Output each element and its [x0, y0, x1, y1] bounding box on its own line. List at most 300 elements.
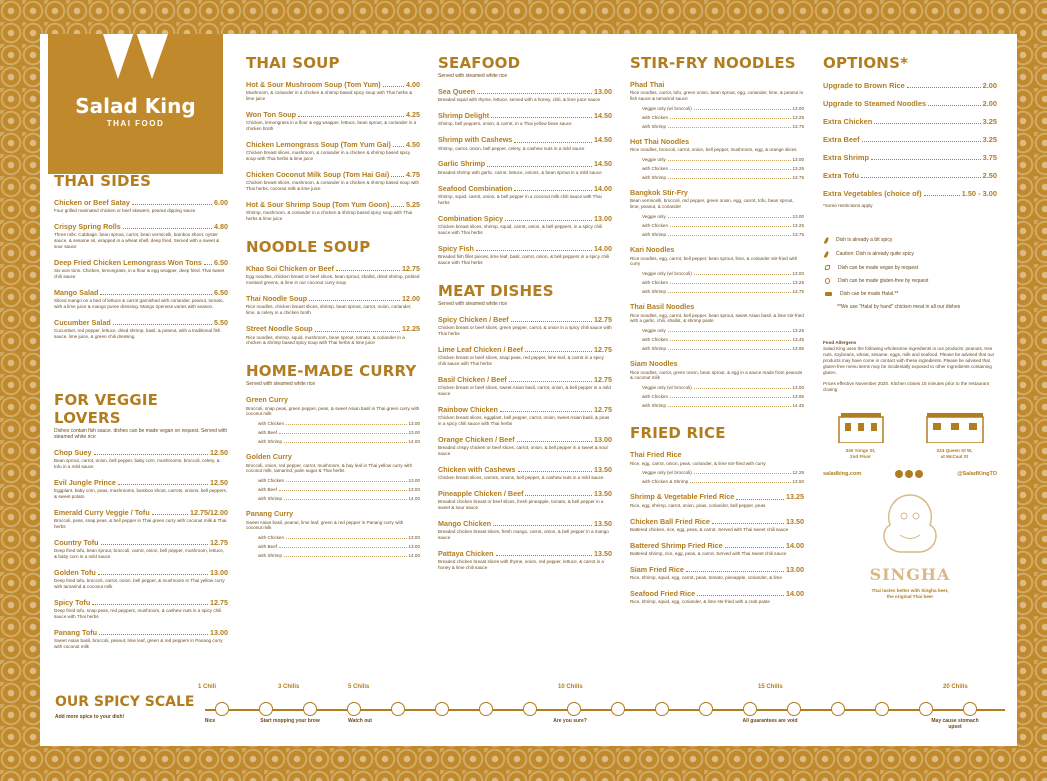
allergens-title: Food Allergens	[823, 339, 857, 345]
pepper-icon	[919, 702, 933, 716]
option-price: 2.00	[982, 81, 997, 90]
item-name: Hot Thai Noodles	[630, 137, 690, 147]
section-title: MEAT DISHES	[438, 281, 554, 300]
item-description: Bean sprout, carrot, onion, bell pepper, baby corn, mushrooms, broccoli, celery, & tofu in a mild sauce	[54, 458, 220, 470]
item-option[interactable]	[246, 487, 420, 492]
item-name: Shrimp with Cashews	[438, 135, 513, 145]
menu-item[interactable]	[438, 112, 612, 127]
menu-item[interactable]	[438, 160, 612, 175]
menu-item[interactable]	[246, 265, 420, 286]
allergens-text: Salad King uses the following wholesome ingredients in our products: peanuts, tree nuts, soybeans, wheat, sesame, eggs, milk and seafood. Please be advised that our products may have come in contact with these ingredients. Please be advised that gluten-free menu items may be incidentally exposed to other ingredients containing gluten.	[823, 345, 995, 375]
item-price: 4.25	[406, 110, 420, 120]
menu-item[interactable]	[630, 360, 804, 408]
item-option[interactable]	[246, 553, 420, 558]
option-label: with Shrimp	[258, 439, 282, 445]
item-option[interactable]	[630, 280, 804, 285]
option-name: Extra Tofu	[823, 171, 859, 180]
menu-item[interactable]	[630, 518, 804, 533]
menu-item[interactable]	[54, 599, 228, 620]
item-description: Chicken breast or beef slices, sweet Asian basil, carrot, onion, & bell pepper in a mild sauce	[438, 385, 611, 396]
pepper-icon	[787, 702, 801, 716]
item-option[interactable]	[630, 232, 804, 237]
item-description: Breaded chicken breast or beef slices, fresh pineapple, tomato, & bell pepper in a sweet & sour sauce	[438, 499, 604, 511]
item-name: Mango Chicken	[438, 519, 492, 529]
menu-item[interactable]	[438, 490, 612, 511]
option-label: with Chicken	[642, 280, 669, 286]
menu-item[interactable]	[246, 81, 420, 102]
menu-item[interactable]	[630, 81, 804, 129]
menu-item[interactable]	[246, 201, 420, 222]
option-row[interactable]	[823, 189, 997, 198]
section-title: FRIED RICE	[630, 424, 726, 443]
menu-item[interactable]	[630, 542, 804, 557]
item-description: Egg noodles, chicken breast or beef slices, bean sprout, shallot, dried shrimp, pickled mustard greens, & lime in our coconut curry soup	[246, 274, 420, 286]
halal-icon	[825, 292, 832, 296]
item-option[interactable]	[630, 346, 804, 351]
col-5	[823, 54, 997, 600]
item-price: 12.75	[594, 314, 612, 324]
legend-row	[823, 265, 997, 271]
item-option[interactable]	[630, 223, 804, 228]
item-option[interactable]	[630, 479, 804, 484]
option-name: Extra Shrimp	[823, 153, 870, 162]
option-row[interactable]	[823, 99, 997, 108]
menu-item[interactable]	[438, 436, 612, 457]
option-price: 13.00	[408, 430, 420, 436]
item-name: Deep Fried Chicken Lemongrass Won Tons	[54, 258, 202, 268]
option-label: with Chicken	[642, 337, 669, 343]
item-option[interactable]	[246, 478, 420, 483]
menu-item[interactable]	[630, 303, 804, 351]
menu-item[interactable]	[630, 189, 804, 237]
scale-label: All guarantees are void	[742, 718, 798, 724]
item-description: Three rolls. Cabbage, bean sprout, carrot, bean vermicelli, bamboo shoot, oyster sauce, & sesame oil, wrapped in a wheat shell, deep fried. Served with a sweet & sour sauce	[54, 232, 220, 250]
item-price: 13.50	[594, 549, 612, 559]
item-price: 13.00	[594, 213, 612, 223]
col-4	[630, 54, 804, 605]
menu-item[interactable]	[630, 493, 804, 508]
item-description: Chicken breast slices, shrimp, squid, carrot, onion, & bell peppers, in a spicy chili sauce with Thai herbs	[438, 223, 603, 235]
item-name: Chop Suey	[54, 448, 92, 457]
item-name: Shrimp & Vegetable Fried Rice	[630, 492, 735, 502]
option-price: 13.00	[408, 487, 420, 493]
option-price: 13.50	[792, 479, 804, 485]
item-option[interactable]	[246, 535, 420, 540]
location-addr1: 224 Queen St W,	[936, 447, 973, 453]
item-price: 13.00	[594, 434, 612, 444]
option-price: 13.00	[792, 385, 804, 391]
menu-item[interactable]	[438, 88, 612, 103]
menu-item[interactable]	[246, 111, 420, 132]
item-description: Sweet Asian basil, broccoli, peanut, lime leaf, green & red peppers in Panang curry with coconut milk	[54, 638, 223, 650]
option-name: Extra Beef	[823, 135, 860, 144]
pepper-icon	[523, 702, 537, 716]
pepper-icon	[435, 702, 449, 716]
item-description: Rice noodles, shrimp, squid, mushroom, bean sprout, tomato, & coriander in a chicken & shrimp based spicy soup with Thai herbs & lime juice	[246, 334, 405, 346]
item-price: 12.75	[594, 404, 612, 414]
menu-item[interactable]	[54, 479, 228, 500]
menu-item[interactable]	[54, 539, 228, 560]
item-name: Chicken or Beef Satay	[54, 198, 130, 207]
item-description: Deep fried tofu, snap peas, red peppers, mushroom, & cashew nuts in a spicy chili sauce with Thai herbs	[54, 608, 222, 620]
option-price: 13.95	[792, 394, 804, 400]
leaf-icon	[825, 265, 830, 270]
item-description: Breaded chicken breast slices, fresh mango, carrot, onion, & bell pepper in a mango sauce	[438, 529, 609, 541]
item-description: Rice noodles, egg, carrot, bell pepper, bean sprout, lime, & coriander stir-fried with curry	[630, 255, 798, 267]
section-subtitle: Served with steamed white rice	[246, 381, 316, 388]
option-row[interactable]	[823, 81, 997, 90]
option-price: 13.00	[408, 421, 420, 427]
item-name: Mango Salad	[54, 288, 99, 298]
item-name: Country Tofu	[54, 538, 99, 548]
item-description: Chicken breast or beef slices, snap peas, red pepper, lime leaf, & carrot in a spicy chili sauce with Thai herbs	[438, 355, 604, 366]
item-price: 12.75	[402, 264, 420, 274]
social-icons	[895, 470, 923, 478]
item-name: Cucumber Salad	[54, 318, 111, 328]
menu-item[interactable]	[54, 449, 228, 470]
item-name: Hot & Sour Shrimp Soup (Tom Yum Goon)	[246, 200, 390, 210]
item-name: Thai Fried Rice	[630, 450, 682, 460]
item-price: 12.75	[594, 344, 612, 354]
option-price: 14.00	[408, 553, 420, 559]
chili-icon	[824, 251, 830, 259]
item-name: Chicken Ball Fried Rice	[630, 516, 710, 526]
item-name: Orange Chicken / Beef	[438, 434, 515, 444]
menu-item[interactable]	[246, 510, 420, 558]
location-addr2: at McCaul St	[940, 453, 969, 459]
item-option[interactable]	[630, 289, 804, 294]
location-2	[912, 411, 997, 460]
item-description: Six won tons. Chicken, lemongrass, in a flour & egg wrapper, deep fried. Thai sweet chili sauce	[54, 268, 225, 280]
menu-item[interactable]	[438, 185, 612, 206]
option-price: 3.25	[982, 135, 997, 144]
option-price: 12.25	[792, 470, 804, 476]
item-option[interactable]	[630, 385, 804, 390]
singha-ad	[823, 490, 997, 600]
menu-item[interactable]	[246, 396, 420, 444]
item-description: Shrimp, squid, carrot, onion, & bell pepper in a coconut milk chili sauce with Thai herbs	[438, 193, 602, 205]
option-label: with Beef	[258, 487, 277, 493]
item-name: Hot & Sour Mushroom Soup (Tom Yum)	[246, 80, 381, 89]
item-description: Rice noodles, carrot, green onion, bean sprout, & egg in a sauce made from peanuts & coconut milk	[630, 369, 803, 381]
prices-note: Prices effective November 2020. Kitchen closes 15 minutes prior to the restaurant closing	[823, 380, 990, 392]
instagram-icon[interactable]	[915, 470, 923, 478]
item-price: 5.50	[214, 318, 228, 328]
item-name: Panang Curry	[246, 509, 294, 519]
item-description: Shrimp, bell peppers, onion, & carrot, in a Thai yellow bean sauce	[438, 121, 572, 127]
item-name: Shrimp Delight	[438, 111, 490, 121]
option-label: with Beef	[258, 430, 277, 436]
item-price: 14.50	[594, 159, 612, 169]
item-description: Breaded shrimp with garlic, carrot, lettuce, onions, & bean sprout in a mild sauce	[438, 169, 602, 175]
website-link[interactable]: saladking.com	[823, 470, 862, 477]
item-name: Seafood Combination	[438, 183, 513, 193]
item-name: Garlic Shrimp	[438, 159, 486, 169]
item-option[interactable]	[630, 157, 804, 162]
legend-text: **We use "Halal by hand" chicken meat in all our dishes	[837, 303, 961, 310]
option-price: 3.25	[982, 117, 997, 126]
facebook-icon[interactable]	[895, 470, 903, 478]
scale-label: Nice	[204, 718, 216, 724]
menu-item[interactable]	[54, 199, 228, 214]
scale-subtitle: Add more spice to your dish!	[55, 714, 125, 720]
scale-tick: 5 Chilis	[348, 684, 370, 690]
pepper-icon	[303, 702, 317, 716]
option-price: 13.25	[792, 223, 804, 229]
item-description: Rice noodles, chicken breast slices, shrimp, bean sprout, carrot, onion, coriander, lime, & celery in a chicken broth	[246, 304, 412, 316]
item-name: Thai Basil Noodles	[630, 302, 695, 312]
menu-item[interactable]	[246, 325, 420, 346]
item-description: Rice, egg, shrimp, carrot, onion, peas, coriander, bell pepper, peas	[630, 502, 766, 508]
item-option[interactable]	[630, 394, 804, 399]
item-option[interactable]	[246, 544, 420, 549]
option-label: Veggie only	[642, 328, 666, 334]
section-title: FOR VEGGIE LOVERS	[54, 391, 159, 427]
scale-title: OUR SPICY SCALE	[55, 694, 195, 710]
item-name: Kari Noodles	[630, 245, 675, 255]
menu-item[interactable]	[54, 509, 228, 530]
section-subtitle: Served with steamed white rice	[438, 300, 508, 307]
menu-item[interactable]	[438, 466, 612, 481]
option-price: 13.25	[792, 280, 804, 286]
item-option[interactable]	[630, 166, 804, 171]
legend-text: Dish can be made Halal.**	[840, 290, 899, 297]
option-row[interactable]	[823, 171, 997, 180]
menu-sheet	[40, 34, 1017, 746]
option-label: with Chicken & Shrimp	[642, 479, 689, 485]
item-description: Chicken, lemongrass in a flour & egg wrapper, lettuce, bean sprout, & coriander in a chicken broth	[246, 120, 417, 132]
menu-item[interactable]	[246, 453, 420, 501]
option-label: Veggie only (w/ broccoli)	[642, 470, 692, 476]
item-option[interactable]	[630, 470, 804, 475]
scale-tick: 1 Chili	[198, 684, 217, 690]
item-option[interactable]	[630, 214, 804, 219]
menu-item[interactable]	[54, 319, 228, 340]
item-price: 13.50	[594, 489, 612, 499]
pepper-icon	[699, 702, 713, 716]
menu-item[interactable]	[246, 141, 420, 162]
item-option[interactable]	[246, 439, 420, 444]
section-title: HOME-MADE CURRY	[246, 362, 417, 381]
option-price: 13.00	[792, 157, 804, 163]
option-row[interactable]	[823, 153, 997, 162]
building-icon	[837, 411, 885, 443]
social-row	[823, 470, 997, 478]
pepper-icon	[347, 702, 361, 716]
legend-row	[823, 278, 997, 284]
item-price: 4.50	[406, 140, 420, 150]
item-name: Golden Tofu	[54, 568, 96, 578]
option-label: with Chicken	[642, 115, 669, 121]
menu-item[interactable]	[438, 376, 612, 397]
veggie-section	[54, 391, 228, 650]
building-icon	[925, 411, 985, 443]
option-label: with Shrimp	[642, 346, 666, 352]
option-price: 13.25	[792, 166, 804, 172]
menu-item[interactable]	[438, 316, 612, 337]
item-price: 13.50	[786, 516, 804, 526]
item-name: Spicy Fish	[438, 243, 474, 253]
option-price: 13.00	[792, 271, 804, 277]
option-name: Upgrade to Brown Rice	[823, 81, 905, 90]
brand-name: Salad King	[75, 94, 196, 118]
menu-item[interactable]	[438, 245, 612, 266]
menu-item[interactable]	[438, 136, 612, 151]
item-option[interactable]	[630, 106, 804, 111]
option-label: Veggie only (w/ broccoli)	[642, 271, 692, 277]
item-description: Shrimp, carrot, onion, bell pepper, celery, & cashew nuts in a mild sauce	[438, 145, 585, 151]
option-price: 2.50	[982, 171, 997, 180]
option-label: Veggie only (w/ broccoli)	[642, 106, 692, 112]
item-price: 4.00	[406, 80, 420, 89]
item-option[interactable]	[630, 175, 804, 180]
item-name: Phad Thai	[630, 80, 665, 89]
item-description: Battered chicken, rice, egg, peas, & carrot. Served with Thai sweet chili sauce	[630, 526, 789, 532]
item-description: Rice, shrimp, squid, egg, carrot, peas, tomato, pineapple, coriander, & lime	[630, 575, 782, 581]
menu-item[interactable]	[246, 295, 420, 316]
option-price: 13.00	[792, 214, 804, 220]
legend-text: Caution: Dish is already quite spicy	[836, 251, 914, 258]
locations	[823, 411, 997, 460]
item-price: 4.75	[406, 170, 420, 180]
item-name: Emerald Curry Veggie / Tofu	[54, 508, 150, 518]
option-price: 13.75	[792, 124, 804, 130]
item-description: Rice noodles, broccoli, carrot, onion, bell pepper, mushroom, egg, & orange slices	[630, 147, 797, 153]
option-price: 1.50 - 3.00	[961, 189, 997, 198]
item-description: Sliced mango on a bed of lettuce & carrot garnished with coriander, peanut, tomato, with a lime juice & mango puree dressing. Mango ripeness varies with season.	[54, 298, 224, 310]
item-option[interactable]	[246, 421, 420, 426]
menu-item[interactable]	[438, 215, 612, 236]
item-price: 14.00	[786, 589, 804, 599]
item-description: Eggplant, baby corn, peas, mushrooms, bamboo shoot, carrots, onions, bell peppers, & sweet potato	[54, 488, 228, 500]
menu-item[interactable]	[54, 223, 228, 250]
option-label: with Chicken	[258, 478, 285, 484]
menu-item[interactable]	[246, 171, 420, 192]
menu-item[interactable]	[438, 520, 612, 541]
item-option[interactable]	[630, 328, 804, 333]
item-option[interactable]	[630, 403, 804, 408]
item-option[interactable]	[630, 271, 804, 276]
item-name: Bangkok Stir-Fry	[630, 188, 688, 198]
twitter-icon[interactable]	[905, 470, 913, 478]
item-name: Crispy Spring Rolls	[54, 222, 121, 232]
item-description: Breaded chicken breast slices with thyme, onion, red pepper, lettuce, & carrot in a honey & lime chili sauce	[438, 559, 604, 571]
item-option[interactable]	[630, 124, 804, 129]
item-option[interactable]	[630, 337, 804, 342]
item-name: Pineapple Chicken / Beef	[438, 489, 524, 499]
legend-row	[823, 291, 997, 297]
item-option[interactable]	[246, 496, 420, 501]
item-price: 14.00	[786, 540, 804, 550]
item-description: Deep fried tofu, bean sprout, broccoli, carrot, onion, bell pepper, mushroom, lettuce, & baby corn in a mild sauce	[54, 548, 225, 560]
section-title: STIR-FRY NOODLES	[630, 54, 796, 72]
option-price: 13.95	[792, 346, 804, 352]
item-description: Four grilled marinated chicken or beef skewers, peanut dipping sauce	[54, 208, 196, 214]
pepper-icon	[259, 702, 273, 716]
option-label: with Shrimp	[642, 175, 666, 181]
item-price: 4.80	[214, 222, 228, 232]
item-price: 14.00	[594, 243, 612, 253]
item-description: Battered shrimp, rice, egg, peas, & carrot. Served with Thai sweet chili sauce	[630, 551, 787, 557]
item-description: Breaded squid with thyme, lettuce, served with a honey, chili, & lime juice sauce	[438, 97, 601, 103]
menu-item[interactable]	[438, 346, 612, 367]
menu-item[interactable]	[54, 629, 228, 650]
menu-item[interactable]	[54, 289, 228, 310]
item-price: 13.00	[594, 87, 612, 96]
option-label: with Shrimp	[642, 124, 666, 130]
menu-item[interactable]	[630, 590, 804, 605]
menu-item[interactable]	[438, 406, 612, 427]
item-price: 14.00	[594, 183, 612, 193]
option-label: with Shrimp	[642, 289, 666, 295]
item-price: 12.50	[210, 448, 228, 457]
legend-text: Dish is already a bit spicy	[836, 237, 893, 244]
chili-icon	[824, 237, 830, 245]
item-name: Chicken with Cashews	[438, 464, 516, 474]
scale-tick: 3 Chilis	[278, 684, 300, 690]
menu-item[interactable]	[630, 138, 804, 180]
item-description: Mushroom, & coriander in a chicken & shrimp based spicy soup with Thai herbs & lime juice	[246, 90, 413, 102]
legend-text: Dish can be made vegan by request	[838, 264, 919, 271]
item-price: 13.00	[210, 568, 228, 578]
option-row[interactable]	[823, 117, 997, 126]
menu-item[interactable]	[438, 550, 612, 571]
item-price: 6.00	[214, 198, 228, 207]
scale-label: May cause stomach upset	[931, 718, 979, 730]
spicy-scale	[50, 684, 1010, 744]
item-description: Rice, egg, carrot, onion, peas, coriander, & lime stir-fried with curry	[630, 460, 766, 466]
item-name: Thai Noodle Soup	[246, 294, 308, 304]
singha-line2: the original Thai beer	[886, 593, 934, 599]
item-price: 13.00	[786, 564, 804, 574]
option-price: 13.25	[792, 115, 804, 121]
singha-lion-icon	[870, 490, 950, 560]
item-description: Cucumber, red pepper, lettuce, dried shrimp, basil, & peanut, with a traditional fish sauce, lime juice, & green chili dressing	[54, 328, 221, 340]
location-addr2: 2nd Floor	[850, 453, 871, 459]
option-label: with Chicken	[258, 421, 285, 427]
menu-item[interactable]	[630, 451, 804, 484]
item-description: Rice noodles, carrot, tofu, green onion, bean sprout, egg, coriander, lime, & peanut in fish sauce & tamarind sauce	[630, 90, 804, 102]
item-option[interactable]	[630, 115, 804, 120]
option-label: with Shrimp	[642, 232, 666, 238]
item-option[interactable]	[246, 430, 420, 435]
item-description: Broccoli, snap peas, green pepper, peas, & sweet Asian basil in Thai green curry with coconut milk	[246, 405, 420, 417]
item-name: Sea Queen	[438, 87, 476, 96]
item-price: 12.75	[210, 598, 228, 608]
menu-item[interactable]	[630, 246, 804, 294]
option-price: 13.00	[408, 544, 420, 550]
item-price: 14.50	[594, 135, 612, 145]
legend-row	[823, 251, 997, 258]
menu-item[interactable]	[54, 259, 228, 280]
location-1	[823, 411, 898, 460]
item-name: Spicy Chicken / Beef	[438, 314, 509, 324]
menu-item[interactable]	[54, 569, 228, 590]
item-description: Rice noodles, egg, carrot, bell pepper, bean sprout, sweet Asian basil, & lime stir-fried with a garlic, chili, shallot, & shrimp paste	[630, 312, 804, 324]
item-name: Basil Chicken / Beef	[438, 374, 507, 384]
menu-item[interactable]	[630, 566, 804, 581]
item-name: Won Ton Soup	[246, 110, 297, 120]
scale-tick: 20 Chilis	[943, 684, 968, 690]
item-name: Khao Soi Chicken or Beef	[246, 264, 334, 274]
item-price: 12.75	[210, 538, 228, 548]
item-description: Bean vermicelli, broccoli, red pepper, green onion, egg, carrot, tofu, bean sprout, lime, peanut, & coriander	[630, 198, 794, 210]
option-row[interactable]	[823, 135, 997, 144]
singha-name: SINGHA	[869, 564, 951, 584]
option-price: 3.75	[982, 153, 997, 162]
scale-tick: 10 Chilis	[558, 684, 583, 690]
option-label: Veggie only	[642, 214, 666, 220]
